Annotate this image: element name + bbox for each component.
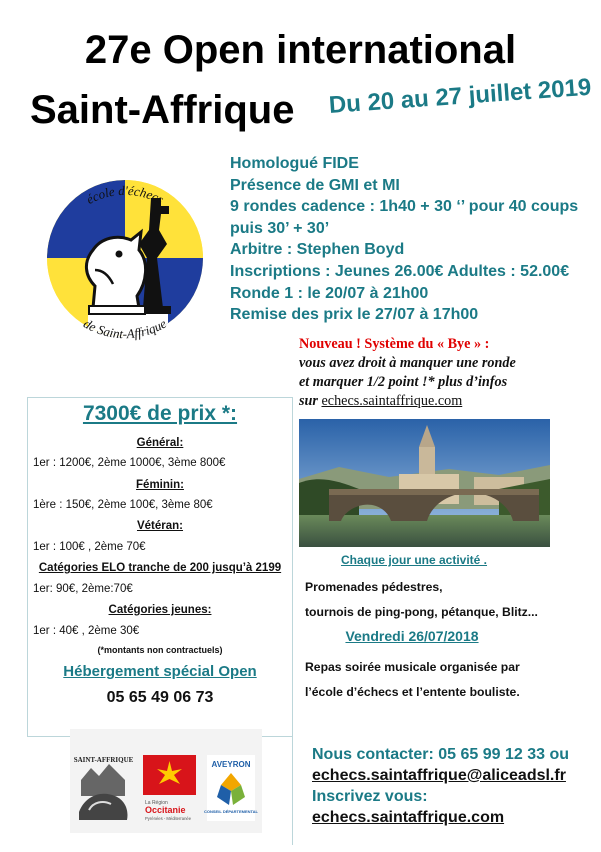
activities-line: Promenades pédestres, [305,580,443,594]
contact-block [312,744,569,828]
prize-veteran-heading: Vétéran: [136,520,184,532]
prize-note: (*montants non contractuels) [97,645,223,655]
prize-elo-heading: Catégories ELO tranche de 200 jusqu’à 2199 [38,562,282,574]
info-line: 9 rondes cadence : 1h40 + 30 ‘’ pour 40 coups [230,198,579,216]
contact-label: Nous contacter: [312,746,434,763]
bye-line: sur [299,393,318,409]
bye-headline: Nouveau ! Système du « Bye » : [299,336,490,352]
prize-veteran: 1er : 100€ , 2ème 70€ [33,541,146,553]
svg-text:Occitanie: Occitanie [145,805,186,815]
column-divider [292,440,293,845]
hebergement-phone: 05 65 49 06 73 [106,689,214,706]
tournament-info [230,153,590,326]
saint-affrique-logo [75,750,132,824]
svg-text:Pyrénées - Méditerranée: Pyrénées - Méditerranée [145,816,192,821]
info-line: puis 30’ + 30’ [230,219,330,237]
chess-school-logo [33,158,218,353]
occitanie-logo [141,753,198,823]
aveyron-logo [203,755,259,821]
friday-desc: l’école d’échecs et l’entente bouliste. [305,685,520,699]
svg-text:CONSEIL DÉPARTEMENTAL: CONSEIL DÉPARTEMENTAL [203,809,259,814]
friday-date: Vendredi 26/07/2018 [345,628,479,644]
register-link[interactable]: echecs.saintaffrique.com [312,809,505,826]
bye-link[interactable]: echecs.saintaffrique.com [321,393,463,409]
friday-desc: Repas soirée musicale organisée par [305,660,520,674]
svg-text:SAINT-AFFRIQUE: SAINT-AFFRIQUE [73,756,134,764]
prize-title: 7300€ de prix *: [82,402,238,425]
dates: Du 20 au 27 juillet 2019 [328,73,593,120]
contact-email[interactable]: echecs.saintaffrique@aliceadsl.fr [312,767,566,784]
svg-text:école d'échecs: école d'échecs [83,182,167,207]
info-line: Remise des prix le 27/07 à 17h00 [230,306,479,324]
bye-announcement [299,335,594,411]
prize-general-heading: Général: [136,437,184,449]
prize-feminin-heading: Féminin: [136,479,184,491]
svg-text:de Saint-Affrique: de Saint-Affrique [81,315,169,342]
activities-line: tournois de ping-pong, pétanque, Blitz... [305,605,538,619]
contact-phone: 05 65 99 12 33 ou [438,746,570,763]
info-line: Ronde 1 : le 20/07 à 21h00 [230,284,429,302]
prize-elo: 1er: 90€, 2ème:70€ [33,583,133,595]
bye-line: vous avez droit à manquer une ronde [299,355,516,371]
prize-jeunes-heading: Catégories jeunes: [108,604,212,616]
activities-title: Chaque jour une activité . [340,553,488,567]
info-line: Arbitre : Stephen Boyd [230,241,405,259]
bridge-photo [299,419,550,547]
bye-line: et marquer 1/2 point !* plus d’infos [299,374,508,390]
register-label: Inscrivez vous: [312,788,428,805]
title-line1: 27e Open international [84,28,517,72]
prize-feminin: 1ère : 150€, 2ème 100€, 3ème 80€ [33,499,213,511]
info-line: Inscriptions : Jeunes 26.00€ Adultes : 52.00€ [230,262,570,280]
prize-general: 1er : 1200€, 2ème 1000€, 3ème 800€ [33,457,226,469]
svg-text:La Région: La Région [145,800,168,806]
hebergement-title: Hébergement spécial Open [63,663,257,680]
prize-jeunes: 1er : 40€ , 2ème 30€ [33,625,140,637]
title-line2: Saint-Affrique [30,88,295,132]
info-line: Présence de GMI et MI [230,176,400,194]
info-line: Homologué FIDE [230,155,359,172]
svg-text:AVEYRON: AVEYRON [211,760,251,769]
